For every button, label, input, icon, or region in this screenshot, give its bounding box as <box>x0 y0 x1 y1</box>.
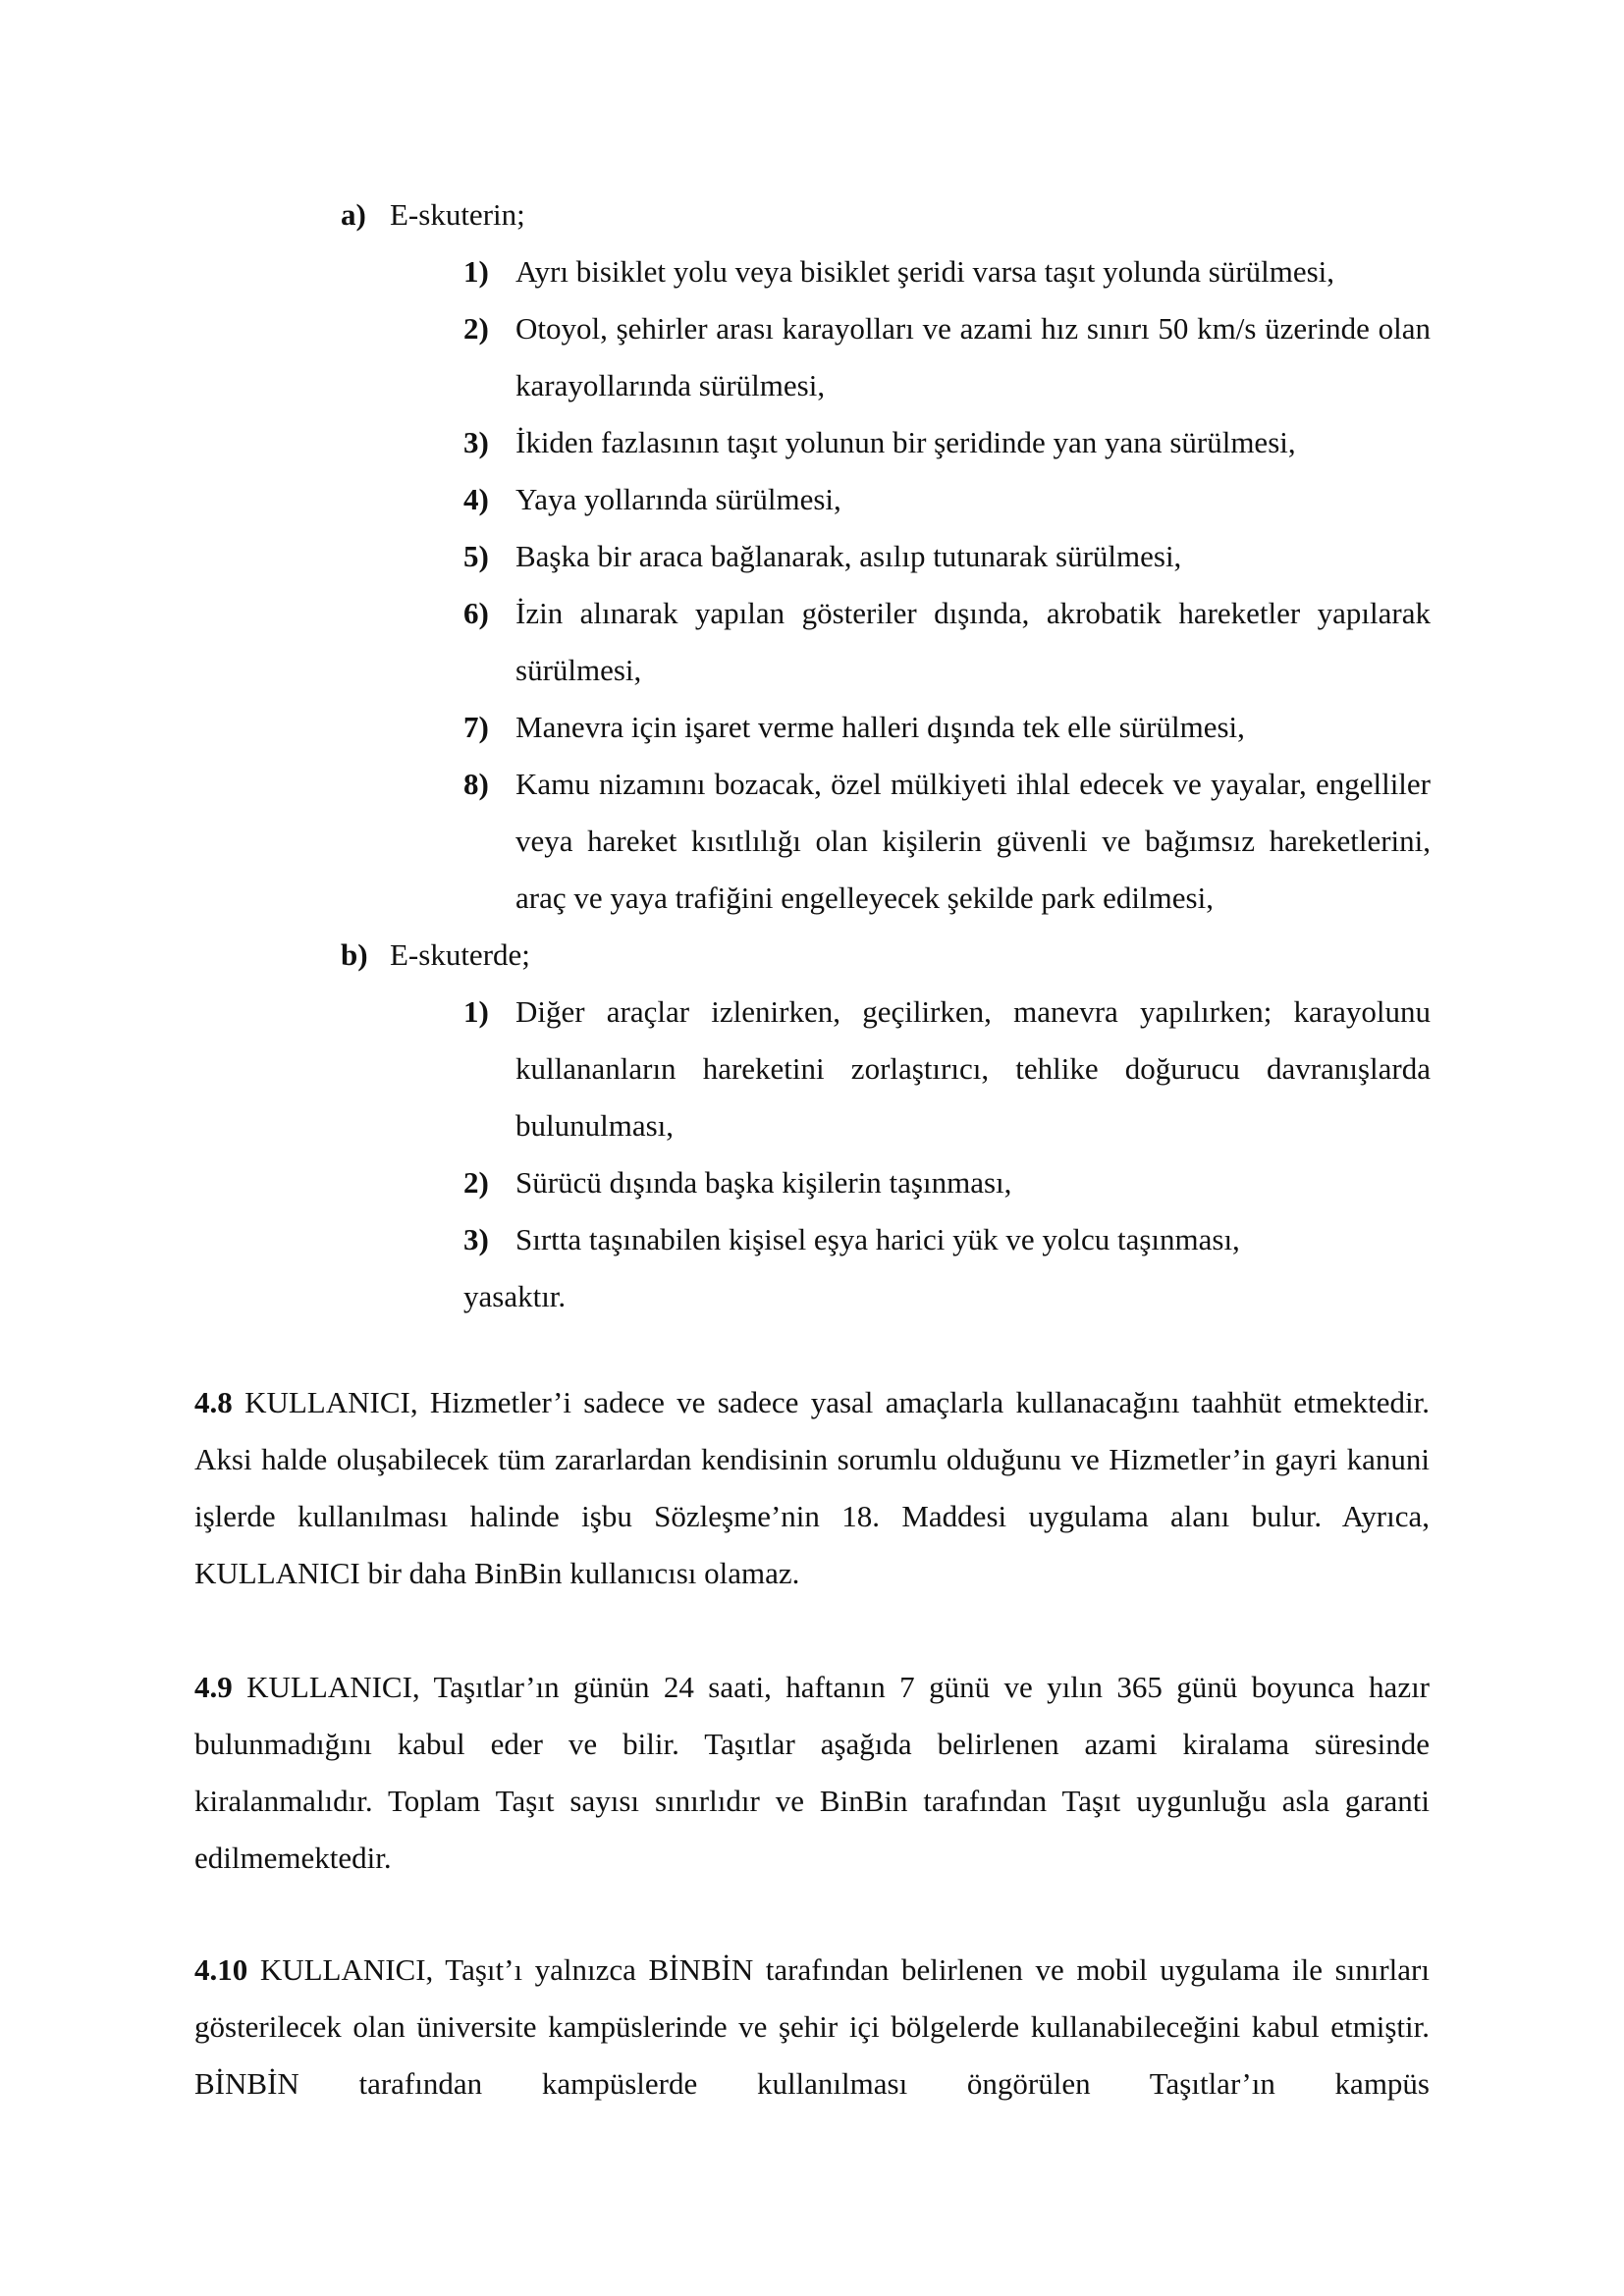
closing-text: yasaktır. <box>463 1279 567 1313</box>
list-item <box>341 528 1431 585</box>
list-item-text: Otoyol, şehirler arası karayolları ve azami hız sınırı 50 km/s üzerinde olan karayollarında sürülmesi, <box>515 311 1431 402</box>
clause-number: 4.10 <box>194 1952 248 1987</box>
list-item-text: Yaya yollarında sürülmesi, <box>515 482 841 516</box>
list-item-marker: 2) <box>463 1165 489 1200</box>
section-b-marker: b) <box>341 937 368 972</box>
clause-number: 4.9 <box>194 1670 233 1704</box>
list-item <box>341 414 1431 471</box>
list-item <box>341 300 1431 414</box>
list-item-text: Diğer araçlar izlenirken, geçilirken, manevra yapılırken; karayolunu kullananların hareketini zorlaştırıcı, tehlike doğurucu davranışlarda bulunulması, <box>515 994 1431 1143</box>
list-item-text: Ayrı bisiklet yolu veya bisiklet şeridi varsa taşıt yolunda sürülmesi, <box>515 254 1335 289</box>
prohibitions-list <box>341 187 1431 1325</box>
list-item-marker: 3) <box>463 1222 489 1256</box>
clause-text: KULLANICI, Taşıtlar’ın günün 24 saati, haftanın 7 günü ve yılın 365 günü boyunca hazır bulunmadığını kabul eder ve bilir. Taşıtlar aşağıda belirlenen azami kiralama süresinde kiralanmalıdır. Toplam Taşıt sayısı sınırlıdır ve BinBin tarafından Taşıt uygunluğu asla garanti edilmemektedir. <box>194 1670 1431 1875</box>
list-item-marker: 2) <box>463 311 489 346</box>
list-item-marker: 8) <box>463 767 489 801</box>
clause-text: KULLANICI, Hizmetler’i sadece ve sadece yasal amaçlarla kullanacağını taahhüt etmektedir. Aksi halde oluşabilecek tüm zararlardan kendisinin sorumlu olduğunu ve Hizmetler’in gayri kanuni işlerde kullanılması halinde işbu Sözleşme’nin 18. Maddesi uygulama alanı bulur. Ayrıca, KULLANICI bir daha BinBin kullanıcısı olamaz. <box>194 1385 1430 1590</box>
list-item <box>341 699 1431 756</box>
section-a-marker: a) <box>341 197 366 232</box>
section-a-items <box>341 243 1431 927</box>
clause-4-10 <box>194 1942 1430 2112</box>
list-item <box>341 1211 1431 1268</box>
list-item <box>341 585 1431 699</box>
section-b-items <box>341 984 1431 1268</box>
list-item-marker: 4) <box>463 482 489 516</box>
list-item-text: Kamu nizamını bozacak, özel mülkiyeti ihlal edecek ve yayalar, engelliler veya hareket kısıtlılığı olan kişilerin güvenli ve bağımsız hareketlerini, araç ve yaya trafiğini engelleyecek şekilde park edilmesi, <box>515 767 1431 915</box>
clause-4-9 <box>194 1659 1430 1887</box>
clause-number: 4.8 <box>194 1385 233 1419</box>
list-item-marker: 1) <box>463 254 489 289</box>
list-item <box>341 243 1431 300</box>
list-item <box>341 756 1431 927</box>
list-item <box>341 471 1431 528</box>
clause-text: KULLANICI, Taşıt’ı yalnızca BİNBİN tarafından belirlenen ve mobil uygulama ile sınırları gösterilecek olan üniversite kampüslerinde ve şehir içi bölgelerde kullanabileceğini kabul etmiştir. BİNBİN tarafından kampüslerde kullanılması öngörülen Taşıtlar’ın kampüs <box>194 1952 1430 2101</box>
list-item <box>341 1154 1431 1211</box>
list-item-text: Sürücü dışında başka kişilerin taşınması, <box>515 1165 1012 1200</box>
clause-4-8 <box>194 1374 1430 1602</box>
section-b-title: E-skuterde; <box>390 937 530 972</box>
section-b <box>341 927 1431 984</box>
list-item-text: Manevra için işaret verme halleri dışında tek elle sürülmesi, <box>515 710 1245 744</box>
section-a-title: E-skuterin; <box>390 197 525 232</box>
list-item-marker: 3) <box>463 425 489 459</box>
section-a <box>341 187 1431 243</box>
list-item-marker: 5) <box>463 539 489 573</box>
list-item <box>341 984 1431 1154</box>
list-item-text: İzin alınarak yapılan gösteriler dışında, akrobatik hareketler yapılarak sürülmesi, <box>515 596 1431 687</box>
list-item-marker: 7) <box>463 710 489 744</box>
list-item-marker: 6) <box>463 596 489 630</box>
list-item-text: İkiden fazlasının taşıt yolunun bir şeridinde yan yana sürülmesi, <box>515 425 1296 459</box>
list-item-marker: 1) <box>463 994 489 1029</box>
list-item-text: Başka bir araca bağlanarak, asılıp tutunarak sürülmesi, <box>515 539 1182 573</box>
list-item-text: Sırtta taşınabilen kişisel eşya harici yük ve yolcu taşınması, <box>515 1222 1240 1256</box>
